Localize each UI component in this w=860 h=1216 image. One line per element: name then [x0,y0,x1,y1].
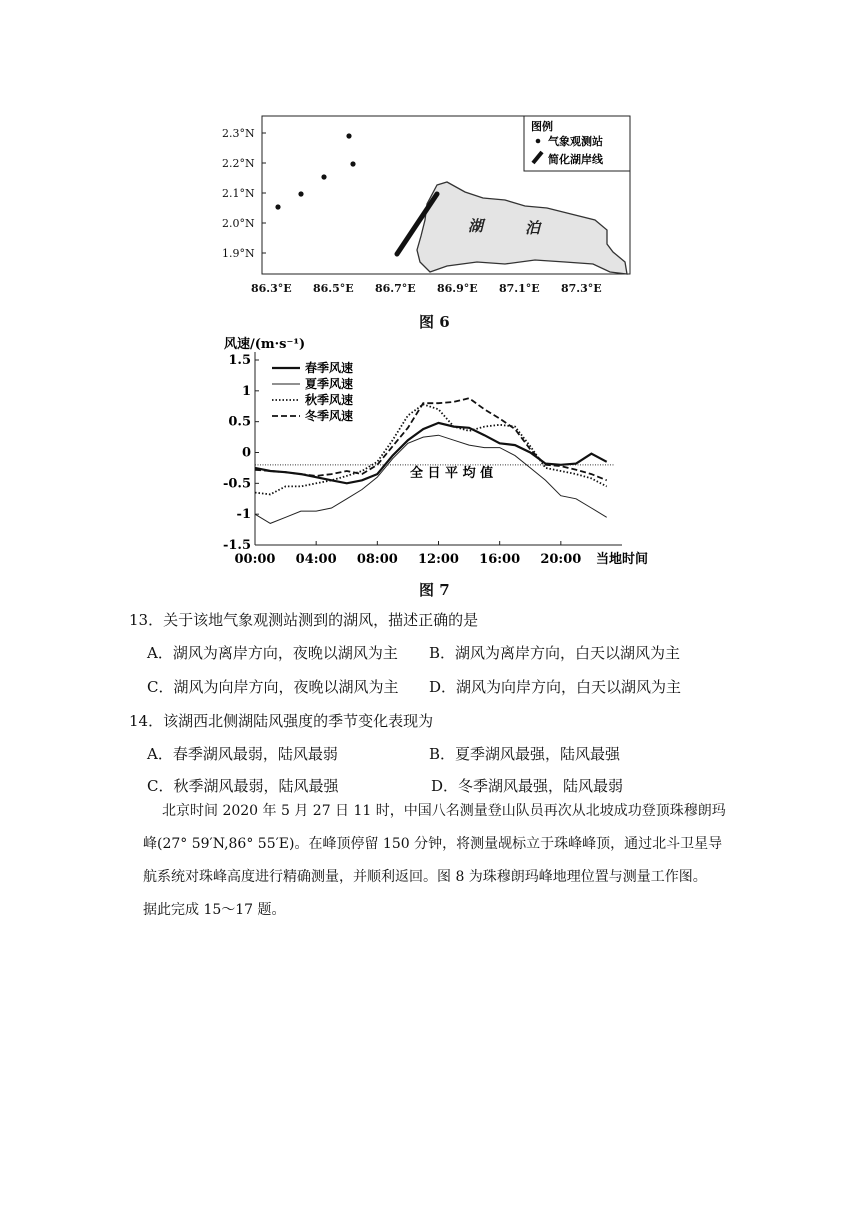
chart-legend [272,360,353,423]
y-tick-label: 1 [241,383,251,399]
station-dot [346,133,351,138]
legend-shoreline-label: 简化湖岸线 [548,153,603,166]
figure-7-chart [210,328,655,573]
y-tick-label: 2.3°N [222,127,255,140]
x-tick-label: 08:00 [356,552,398,567]
y-tick-label: -1 [236,507,251,523]
figure-7-caption: 图 7 [419,581,450,599]
x-tick-label: 00:00 [234,552,276,567]
passage-line: 北京时间 2020 年 5 月 27 日 11 时，中国八名测量登山队员再次从北坡成功登顶珠穆朗玛 [162,803,726,819]
map-legend [524,116,630,171]
question-13-option-b: B．湖风为离岸方向，白天以湖风为主 [429,644,681,662]
station-dot [321,174,326,179]
x-tick-label: 86.7°E [375,282,416,295]
x-tick-label: 86.5°E [313,282,354,295]
legend-label-3: 秋季风速 [305,393,354,407]
lake-label: 湖 [468,217,484,235]
x-tick-label: 04:00 [295,552,337,567]
legend-title: 图例 [531,120,553,133]
question-14-option-c: C．秋季湖风最弱，陆风最强 [147,777,339,795]
x-tick-label: 20:00 [540,552,582,567]
daily-average-label: 全 日 平 均 值 [410,466,494,481]
y-tick-label: 2.0°N [222,217,255,230]
question-13-stem: 13．关于该地气象观测站测到的湖风，描述正确的是 [129,611,479,629]
passage-line: 航系统对珠峰高度进行精确测量，并顺利返回。图 8 为珠穆朗玛峰地理位置与测量工作图。 [143,869,707,885]
x-tick-label: 12:00 [418,552,459,567]
x-tick-label: 16:00 [479,552,521,567]
x-tick-label: 87.1°E [499,282,540,295]
passage-line: 据此完成 15～17 题。 [143,902,286,918]
legend-label-1: 春季风速 [305,361,354,375]
y-tick-label: 2.2°N [222,157,255,170]
lake-shape [417,182,627,274]
y-tick-label: 0.5 [228,414,251,430]
x-tick-label: 86.3°E [251,282,292,295]
map-y-axis [222,127,266,260]
weather-stations [275,133,355,209]
passage [143,795,743,927]
lake-label: 泊 [525,219,541,237]
legend-label-4: 冬季风速 [305,409,354,423]
y-tick-label: 2.1°N [222,187,255,200]
passage-line: 峰(27° 59′N,86° 55′E)。在峰顶停留 150 分钟，将测量觇标立于珠峰峰顶，通过北斗卫星导 [143,836,723,852]
chart-xlabel: 当地时间 [596,552,649,567]
y-tick-label: 1.9°N [222,247,255,260]
legend-station-label: 气象观测站 [548,135,603,148]
x-tick-label: 87.3°E [561,282,602,295]
figure-6-caption: 图 6 [419,313,450,331]
x-tick-label: 86.9°E [437,282,478,295]
question-14-stem: 14．该湖西北侧湖陆风强度的季节变化表现为 [129,712,434,730]
station-dot [350,161,355,166]
question-14-option-d: D．冬季湖风最强，陆风最弱 [431,777,624,795]
map-x-axis [251,282,602,295]
y-tick-label: 1.5 [228,353,251,368]
y-tick-label: -1.5 [222,538,251,553]
question-13-option-c: C．湖风为向岸方向，夜晚以湖风为主 [147,678,399,696]
question-13-option-d: D．湖风为向岸方向，白天以湖风为主 [429,678,682,696]
figure-6-map [215,112,645,302]
legend-label-2: 夏季风速 [305,377,354,391]
chart-ylabel: 风速/(m·s⁻¹) [224,337,306,352]
y-tick-label: 0 [241,445,251,461]
question-14-option-b: B．夏季湖风最强，陆风最强 [429,745,621,763]
station-dot [298,191,303,196]
question-14-option-a: A．春季湖风最弱，陆风最弱 [147,745,338,763]
y-tick-label: -0.5 [222,476,251,492]
question-13-option-a: A．湖风为离岸方向，夜晚以湖风为主 [147,644,398,662]
station-dot [275,204,280,209]
legend-station-icon [536,139,541,144]
